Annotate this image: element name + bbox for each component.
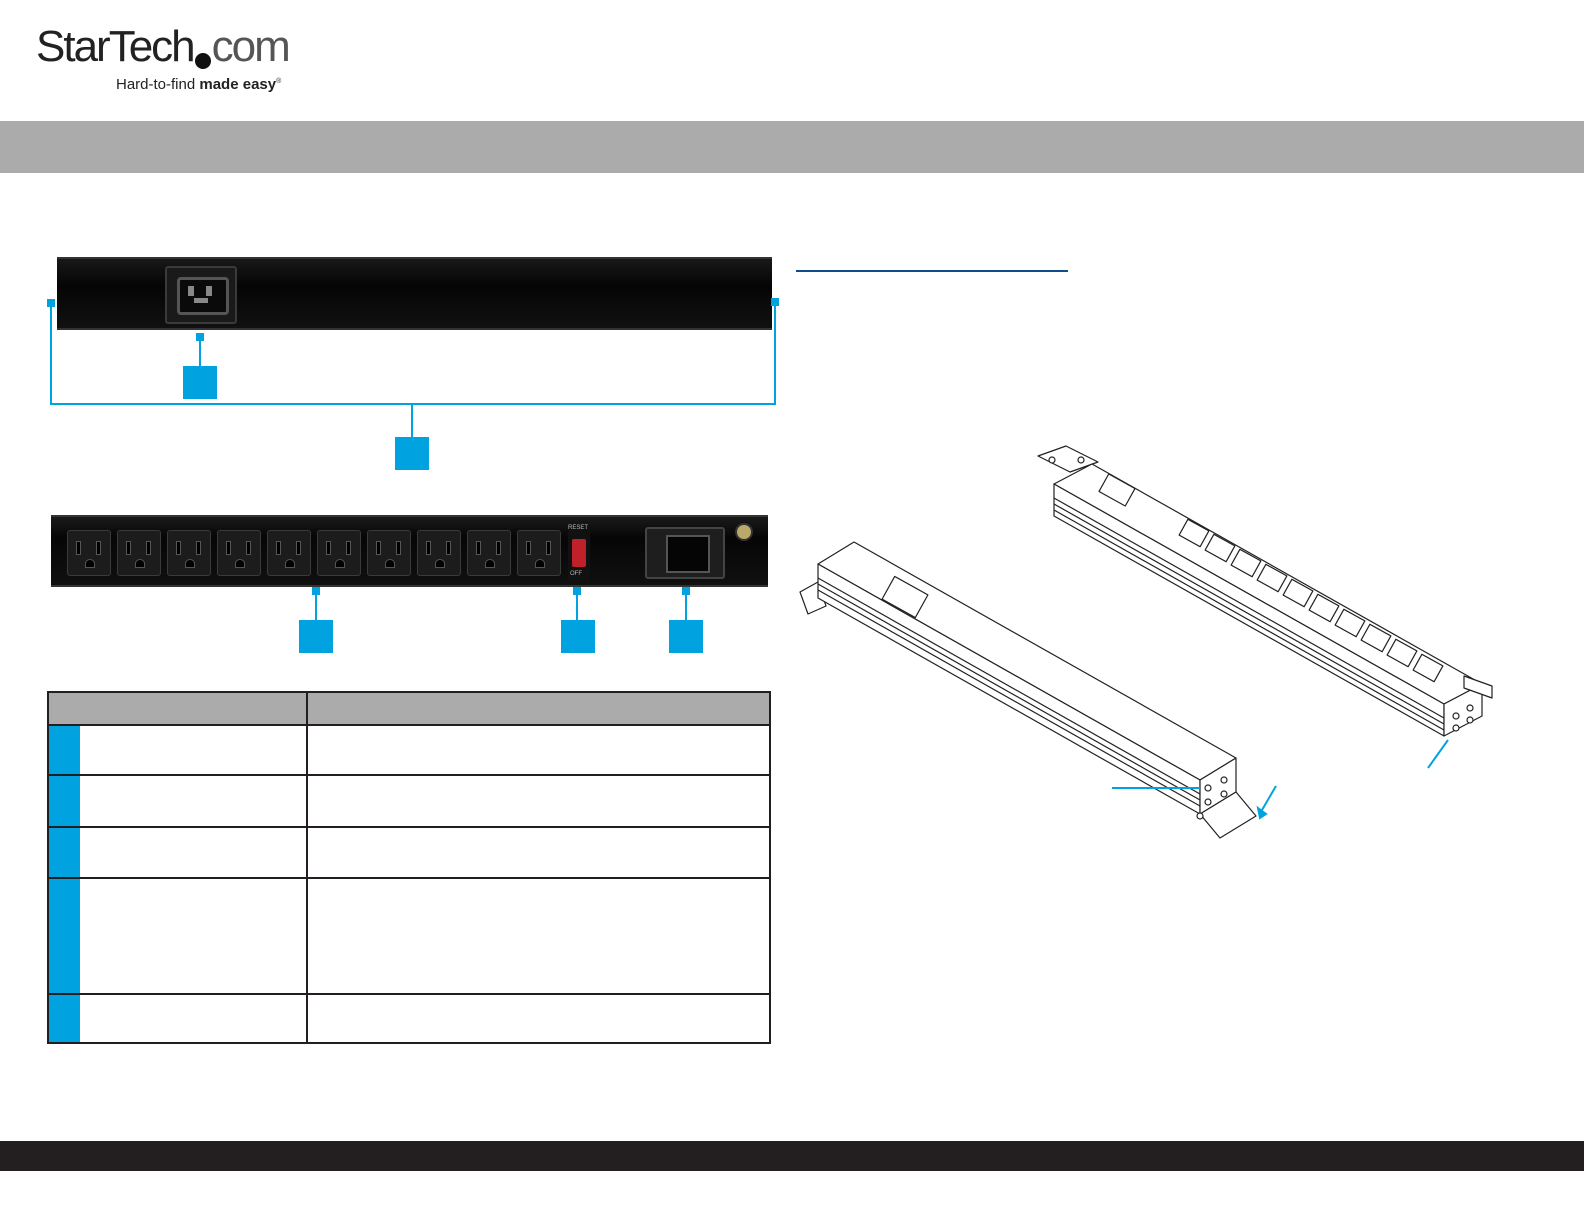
outlet: [467, 530, 511, 576]
table-row: [49, 776, 769, 828]
row-number-cell: [49, 828, 80, 877]
outlet: [167, 530, 211, 576]
tagline-bold: made easy: [199, 76, 277, 93]
table-row: [49, 828, 769, 879]
outlet: [67, 530, 111, 576]
brand-logo: [36, 22, 296, 102]
feature-table: [47, 691, 771, 1044]
switch-reset-label: RESET: [568, 525, 589, 531]
callout-box: [561, 620, 595, 653]
rocker: [572, 539, 586, 567]
footer-band: [0, 1141, 1584, 1171]
outlet: [517, 530, 561, 576]
table-row: [49, 726, 769, 776]
c20-inlet-front: [645, 527, 725, 579]
outlet: [267, 530, 311, 576]
table-row: [49, 879, 769, 995]
row-number-cell: [49, 995, 80, 1042]
callout-box: [395, 437, 429, 470]
trademark-mark: ®: [276, 78, 282, 85]
outlet: [217, 530, 261, 576]
tagline-normal: Hard-to-find: [116, 76, 200, 93]
callout-box: [669, 620, 703, 653]
table-row: [49, 995, 769, 1042]
c20-inlet-rear: [165, 266, 237, 324]
row-number-cell: [49, 879, 80, 993]
power-switch: [568, 525, 590, 581]
outlet: [117, 530, 161, 576]
title-band: [0, 121, 1584, 173]
outlet: [367, 530, 411, 576]
row-number-cell: [49, 726, 80, 774]
logo-wordmark: [36, 22, 289, 72]
isometric-mounting-drawing: [796, 436, 1502, 850]
front-view-photo: [51, 515, 768, 587]
logo-tagline: [116, 76, 281, 93]
link-underline: [796, 270, 1068, 272]
outlet: [417, 530, 461, 576]
row-number-cell: [49, 776, 80, 826]
callout-box: [299, 620, 333, 653]
callout-box: [183, 366, 217, 399]
logo-dot: [195, 53, 211, 69]
logo-domain: com: [211, 22, 289, 71]
table-header: [49, 693, 769, 726]
ground-screw: [735, 523, 753, 541]
switch-off-label: OFF: [570, 571, 582, 577]
outlet: [317, 530, 361, 576]
column-divider: [306, 693, 308, 1042]
logo-name: StarTech: [36, 22, 194, 71]
rear-view-photo: [57, 257, 772, 330]
